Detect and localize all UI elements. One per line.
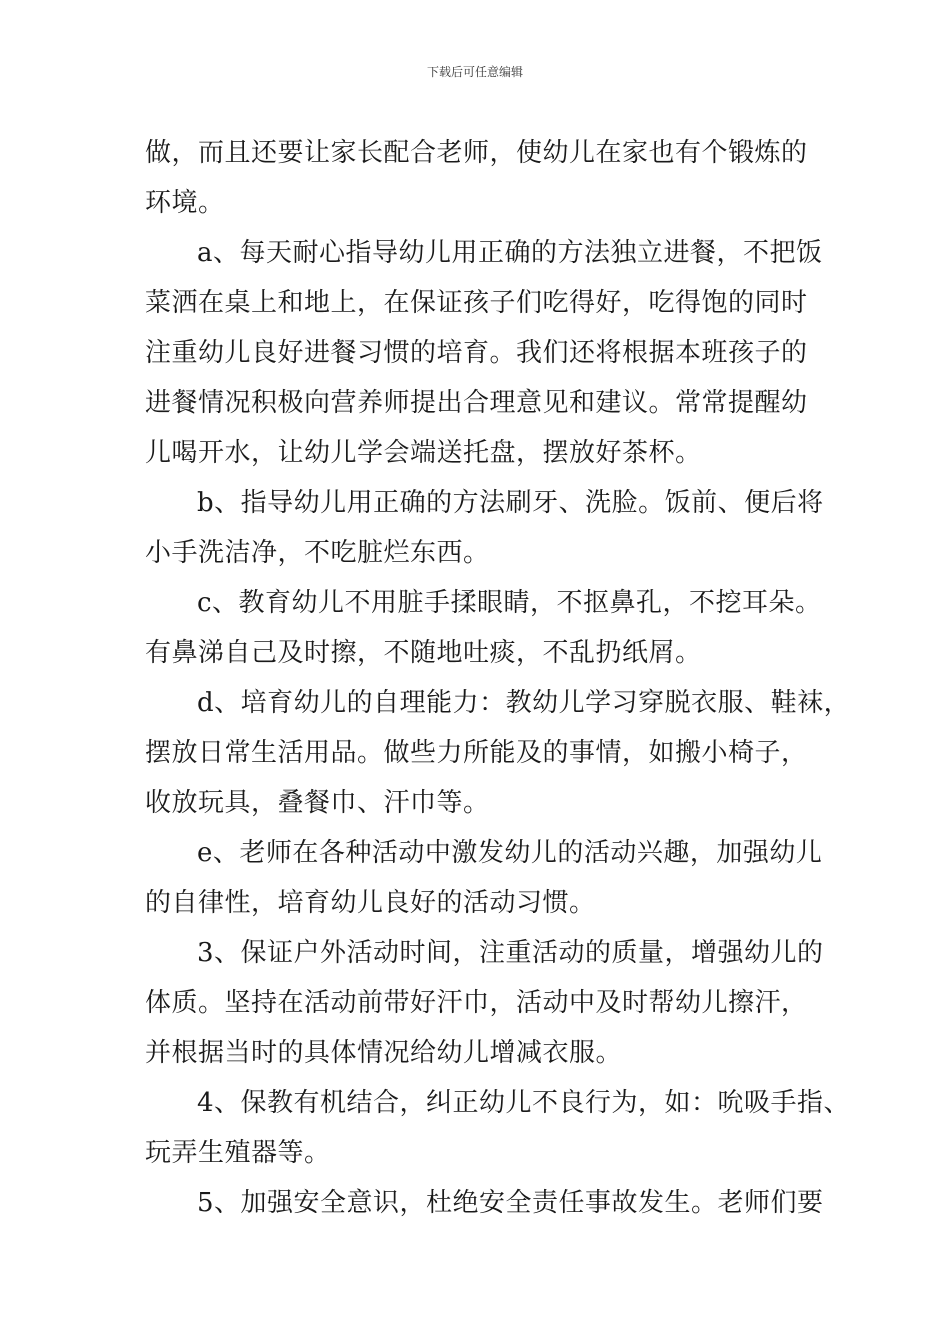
text-line: 进餐情况积极向营养师提出合理意见和建议。常常提醒幼 [145, 388, 808, 418]
text-line: 小手洗洁净，不吃脏烂东西。 [145, 538, 490, 568]
text-line: e、老师在各种活动中激发幼儿的活动兴趣，加强幼儿 [197, 838, 823, 868]
text-line: 3、保证户外活动时间，注重活动的质量，增强幼儿的 [197, 938, 824, 968]
text-line: 收放玩具，叠餐巾、汗巾等。 [145, 788, 490, 818]
text-line: 4、保教有机结合，纠正幼儿不良行为，如：吮吸手指、 [197, 1088, 851, 1118]
text-line: d、培育幼儿的自理能力：教幼儿学习穿脱衣服、鞋袜， [197, 688, 851, 718]
text-line: 做，而且还要让家长配合老师，使幼儿在家也有个锻炼的 [145, 138, 808, 168]
text-line: 并根据当时的具体情况给幼儿增减衣服。 [145, 1038, 623, 1068]
text-line: 儿喝开水，让幼儿学会端送托盘，摆放好茶杯。 [145, 438, 702, 468]
text-line: 有鼻涕自己及时擦，不随地吐痰，不乱扔纸屑。 [145, 638, 702, 668]
document-body [145, 128, 851, 1228]
text-line: 摆放日常生活用品。做些力所能及的事情，如搬小椅子， [145, 738, 808, 768]
page-header: 下载后可任意编辑 [426, 65, 523, 79]
text-line: 的自律性，培育幼儿良好的活动习惯。 [145, 888, 596, 918]
text-line: b、指导幼儿用正确的方法刷牙、洗脸。饭前、便后将 [197, 488, 824, 518]
text-line: 菜洒在桌上和地上，在保证孩子们吃得好，吃得饱的同时 [145, 288, 808, 318]
text-line: 5、加强安全意识，杜绝安全责任事故发生。老师们要 [197, 1188, 824, 1218]
text-line: 环境。 [145, 188, 225, 218]
text-line: 玩弄生殖器等。 [145, 1138, 331, 1168]
text-line: 体质。坚持在活动前带好汗巾，活动中及时帮幼儿擦汗， [145, 988, 808, 1018]
text-line: 注重幼儿良好进餐习惯的培育。我们还将根据本班孩子的 [145, 338, 808, 368]
text-line: a、每天耐心指导幼儿用正确的方法独立进餐，不把饭 [197, 238, 823, 268]
text-line: c、教育幼儿不用脏手揉眼睛，不抠鼻孔，不挖耳朵。 [197, 588, 822, 618]
